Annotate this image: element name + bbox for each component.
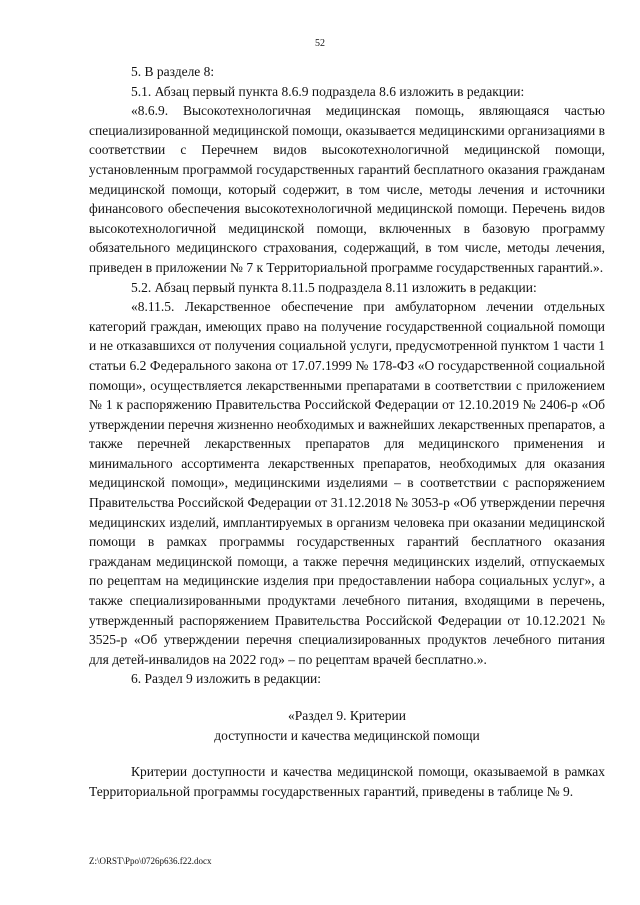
spacer: [89, 689, 605, 706]
paragraph-criteria-text: Критерии доступности и качества медицинской помощи, оказываемой в рамках Территориальной программы государственных гарантий, приведены в таблице № 9.: [89, 764, 605, 799]
paragraph-8-11-5-text: «8.11.5. Лекарственное обеспечение при амбулаторном лечении отдельных категорий граждан, имеющих право на получение государственной социальной помощи и не отказавшихся от получения социальной услуги, предусмотренной пунктом 1 части 1 статьи 6.2 Федерального закона от 17.07.1999 № 178-ФЗ «О государственной социальной помощи», осуществляется лекарственными препаратами в соответствии с приложением № 1 к распоряжению Правительства Российской Федерации от 12.10.2019 № 2406-р «Об утверждении перечня жизненно необходимых и важнейших лекарственных препаратов, а также перечней лекарственных препаратов для медицинского применения и минимального ассортимента лекарственных препаратов, необходимых для оказания медицинской помощи», медицинскими изделиями – в соответствии с распоряжением Правительства Российской Федерации от 31.12.2018 № 3053-р «Об утверждении перечня медицинских изделий, имплантируемых в организм человека при оказании медицинской помощи в рамках программы государственных гарантий бесплатного оказания гражданам медицинской помощи, а также перечня медицинских изделий, отпускаемых по рецептам на медицинские изделия при предоставлении набора социальных услуг», а также специализированными продуктами лечебного питания, входящими в перечень, утвержденный распоряжением Правительства Российской Федерации от 10.12.2021 № 3525-р «Об утверждении перечня специализированных продуктов лечебного питания для детей-инвалидов на 2022 год» – по рецептам врачей бесплатно.».: [89, 299, 605, 667]
file-path-footer: Z:\ORST\Ppo\0726p636.f22.docx: [89, 856, 212, 866]
paragraph-item-5-2: 5.2. Абзац первый пункта 8.11.5 подраздела 8.11 изложить в редакции:: [131, 279, 537, 295]
page-number: 52: [315, 38, 325, 49]
paragraph-8-6-9-text: «8.6.9. Высокотехнологичная медицинская помощь, являющаяся частью специализированной медицинской помощи, оказывается медицинскими организациями в соответствии с Перечнем видов высокотехнологичной медицинской помощи, установленным программой государственных гарантий бесплатного оказания гражданам медицинской помощи, который содержит, в том числе, методы лечения и источники финансового обеспечения высокотехнологичной медицинской помощи. Перечень видов высокотехнологичной медицинской помощи, включенных в базовую программу обязательного медицинского страхования, содержащий, в том числе, методы лечения, приведен в приложении № 7 к Территориальной программе государственных гарантий.».: [89, 103, 605, 275]
section-heading: [89, 706, 605, 745]
paragraph-item-6: 6. Раздел 9 изложить в редакции:: [131, 671, 322, 687]
section-heading-line-2: доступности и качества медицинской помощи: [214, 727, 480, 743]
paragraph-item-5: 5. В разделе 8:: [131, 64, 215, 79]
paragraph-item-5-1: 5.1. Абзац первый пункта 8.6.9 подраздела 8.6 изложить в редакции:: [131, 83, 525, 99]
section-heading-line-1: «Раздел 9. Критерии: [288, 708, 406, 723]
spacer: [89, 745, 605, 762]
document-body: [89, 62, 605, 801]
